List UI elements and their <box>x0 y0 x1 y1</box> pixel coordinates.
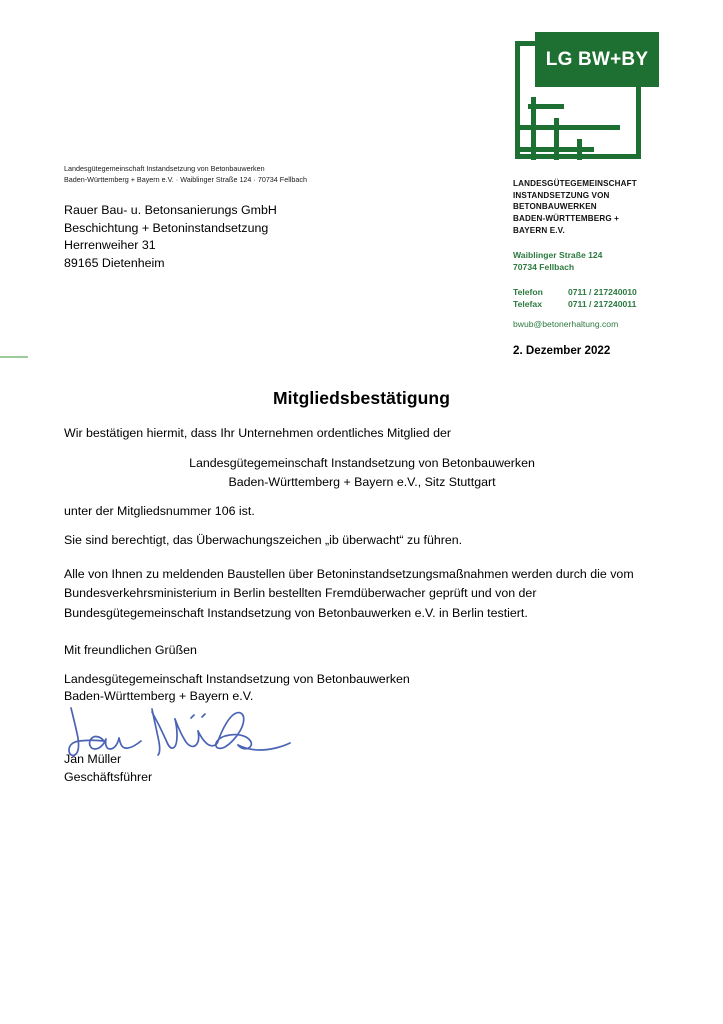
letterhead-fax-value: 0711 / 217240011 <box>568 299 637 310</box>
organization-name-line1: Landesgütegemeinschaft Instandsetzung von Betonbauwerken <box>189 456 535 470</box>
letterhead-org-line1: LANDESGÜTEGEMEINSCHAFT <box>513 179 637 188</box>
recipient-company: Rauer Bau- u. Betonsanierungs GmbH <box>64 203 277 217</box>
letterhead-address <box>513 249 602 273</box>
letter-date: 2. Dezember 2022 <box>513 344 611 357</box>
letterhead-phone-value: 0711 / 217240010 <box>568 287 637 297</box>
recipient-address <box>64 202 277 272</box>
letterhead-city: 70734 Fellbach <box>513 262 575 273</box>
logo-wordmark-band <box>535 32 659 87</box>
letterhead-fax-label: Telefax <box>513 299 542 310</box>
paragraph-inspection-notice: Alle von Ihnen zu meldenden Baustellen über Betoninstandsetzungsmaßnahmen werden durch die vom Bundesverkehrsministerium in Berlin bestellten Fremdüberwacher geprüft und von der Bundesgütegemeinschaft Instandsetzung von Betonbauwerken e.V. in Berlin testiert. <box>64 567 634 620</box>
paragraph-intro: Wir bestätigen hiermit, dass Ihr Unternehmen ordentliches Mitglied der <box>64 426 452 440</box>
paragraph-mark-entitlement: Sie sind berechtigt, das Überwachungszeichen „ib überwacht“ zu führen. <box>64 533 463 547</box>
signing-org-line2: Baden-Württemberg + Bayern e.V. <box>64 688 254 703</box>
page-title: Mitgliedsbestätigung <box>273 388 450 408</box>
signer-role: Geschäftsführer <box>64 769 153 784</box>
signing-org-line1: Landesgütegemeinschaft Instandsetzung von Betonbauwerken <box>64 672 410 686</box>
letterhead-phone-row <box>513 286 637 298</box>
logo-grid-horizontal-1-icon <box>528 104 564 109</box>
company-logo <box>509 30 659 170</box>
letterhead-org-line2: INSTANDSETZUNG VON <box>513 190 610 200</box>
paragraph-membership-number: unter der Mitgliedsnummer 106 ist. <box>64 504 255 518</box>
letterhead-org-line5: BAYERN E.V. <box>513 225 565 235</box>
recipient-city: 89165 Dietenheim <box>64 255 165 270</box>
logo-wordmark-text: LG BW+BY <box>545 49 649 70</box>
sender-return-address-line1: Landesgütegemeinschaft Instandsetzung von Betonbauwerken <box>64 164 265 173</box>
paragraph-organization-name <box>64 454 660 493</box>
logo-grid-horizontal-2-icon <box>515 125 620 130</box>
paragraph-signer <box>64 751 660 786</box>
fold-mark <box>0 356 28 358</box>
sender-return-address-line2: Baden-Württemberg + Bayern e.V. · Waiblinger Straße 124 · 70734 Fellbach <box>64 174 307 184</box>
paragraph-signing-organization <box>64 671 660 704</box>
sender-return-address <box>64 164 307 185</box>
organization-name-line2: Baden-Württemberg + Bayern e.V., Sitz Stuttgart <box>228 475 496 490</box>
recipient-subtitle: Beschichtung + Betoninstandsetzung <box>64 220 269 235</box>
letterhead-organization <box>513 178 637 237</box>
paragraph-closing-regards: Mit freundlichen Grüßen <box>64 643 197 657</box>
logo-grid-horizontal-3-icon <box>515 147 594 152</box>
recipient-street: Herrenweiher 31 <box>64 238 156 253</box>
letterhead-email[interactable]: bwub@betonerhaltung.com <box>513 319 619 329</box>
letterhead-org-line3: BETONBAUWERKEN <box>513 202 597 212</box>
letterhead-phone-label: Telefon <box>513 287 543 297</box>
letterhead-fax-row <box>513 298 637 310</box>
letterhead-phone-block <box>513 286 637 310</box>
letterhead-org-line4: BADEN-WÜRTTEMBERG + <box>513 214 620 224</box>
letterhead-street: Waiblinger Straße 124 <box>513 250 603 260</box>
signer-name: Jan Müller <box>64 752 122 766</box>
